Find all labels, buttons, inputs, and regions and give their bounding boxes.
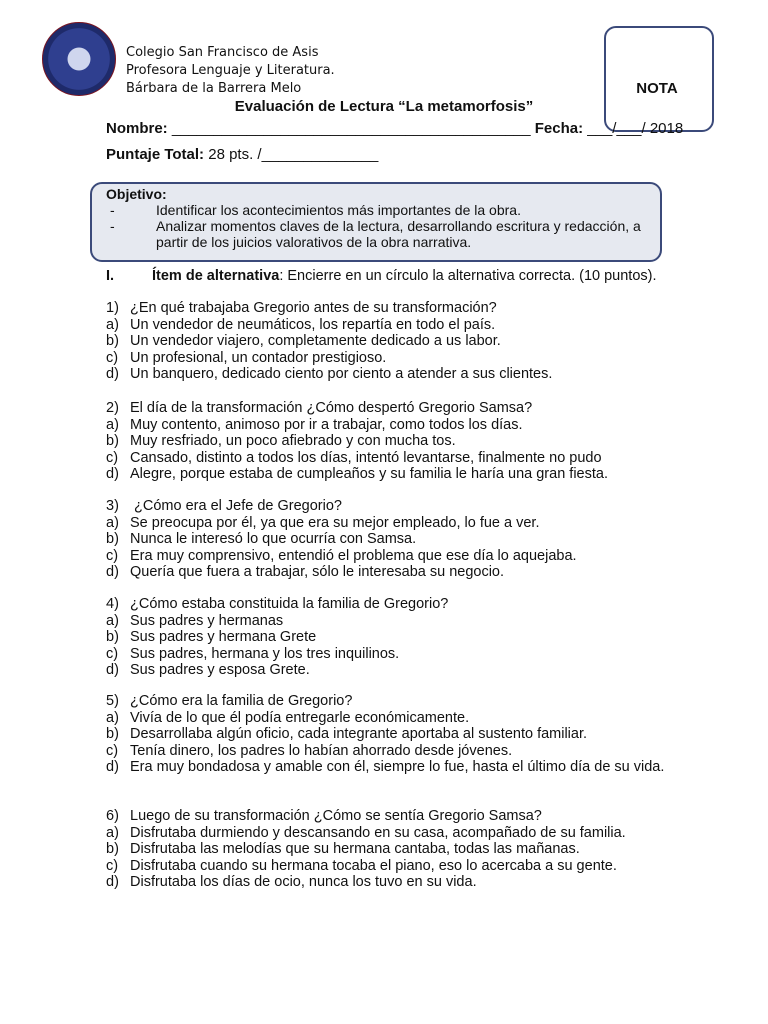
objective-text: Analizar momentos claves de la lectura, desarrollando escritura y redacción, a partir de los juicios valorativos de la obra narrativa.	[156, 218, 641, 250]
answer-option[interactable]	[106, 317, 666, 334]
option-text: Se preocupa por él, ya que era su mejor empleado, lo fue a ver.	[130, 514, 540, 531]
option-text: Un vendedor de neumáticos, los repartía en todo el país.	[130, 316, 496, 333]
page-title: Evaluación de Lectura “La metamorfosis”	[234, 98, 534, 115]
teacher-name: Bárbara de la Barrera Melo	[126, 81, 302, 96]
option-key: c)	[106, 857, 119, 874]
puntaje-label: Puntaje Total:	[106, 146, 205, 163]
question-stem	[106, 808, 666, 825]
option-text: Disfrutaba cuando su hermana tocaba el piano, eso lo acercaba a su gente.	[130, 857, 617, 874]
school-logo	[42, 22, 116, 96]
answer-option[interactable]	[106, 662, 666, 679]
question-2	[106, 400, 666, 483]
option-text: Era muy comprensivo, entendió el problema que ese día lo aquejaba.	[130, 547, 577, 564]
option-key: d)	[106, 759, 119, 776]
section-instruction: : Encierre en un círculo la alternativa correcta. (10 puntos).	[279, 268, 657, 284]
answer-option[interactable]	[106, 710, 666, 727]
objective-dash: -	[110, 202, 115, 218]
option-key: d)	[106, 466, 119, 483]
option-key: c)	[106, 742, 119, 759]
question-stem	[106, 498, 666, 515]
question-text: ¿Cómo estaba constituida la familia de Gregorio?	[130, 596, 449, 612]
section-number: I.	[106, 268, 115, 284]
answer-option[interactable]	[106, 433, 666, 450]
answer-option[interactable]	[106, 646, 666, 663]
answer-option[interactable]	[106, 333, 666, 350]
fecha-value: ___/___/ 2018	[587, 120, 684, 137]
answer-option[interactable]	[106, 858, 666, 875]
score-line	[106, 146, 378, 163]
objective	[106, 186, 646, 250]
section-heading	[106, 268, 746, 284]
option-key: a)	[106, 316, 119, 333]
option-key: b)	[106, 726, 119, 743]
answer-option[interactable]	[106, 726, 666, 743]
objective-item	[106, 202, 646, 218]
section-title: Ítem de alternativa	[152, 268, 280, 284]
answer-option[interactable]	[106, 450, 666, 467]
question-stem	[106, 693, 666, 710]
objective-text: Identificar los acontecimientos más importantes de la obra.	[156, 202, 521, 218]
option-text: Disfrutaba los días de ocio, nunca los tuvo en su vida.	[130, 874, 477, 891]
puntaje-value: 28 pts. /______________	[208, 146, 379, 163]
option-text: Quería que fuera a trabajar, sólo le interesaba su negocio.	[130, 564, 505, 581]
question-number: 1)	[106, 300, 119, 316]
question-text: ¿En qué trabajaba Gregorio antes de su transformación?	[130, 300, 497, 316]
option-key: b)	[106, 841, 119, 858]
option-key: a)	[106, 416, 119, 433]
question-number: 4)	[106, 596, 119, 612]
option-text: Alegre, porque estaba de cumpleaños y su familia le haría una gran fiesta.	[130, 466, 608, 483]
question-1	[106, 300, 666, 383]
option-key: c)	[106, 547, 119, 564]
option-text: Sus padres, hermana y los tres inquilinos.	[130, 645, 400, 662]
option-key: c)	[106, 645, 119, 662]
question-6	[106, 808, 666, 891]
name-date-line	[106, 120, 683, 137]
option-key: b)	[106, 433, 119, 450]
question-text: El día de la transformación ¿Cómo despertó Gregorio Samsa?	[130, 400, 533, 416]
question-number: 6)	[106, 808, 119, 824]
option-key: b)	[106, 333, 119, 350]
option-text: Un profesional, un contador prestigioso.	[130, 349, 387, 366]
option-text: Tenía dinero, los padres lo habían ahorrado desde jóvenes.	[130, 742, 513, 759]
answer-option[interactable]	[106, 548, 666, 565]
option-key: d)	[106, 366, 119, 383]
option-key: a)	[106, 514, 119, 531]
option-text: Muy resfriado, un poco afiebrado y con mucha tos.	[130, 433, 456, 450]
option-text: Vivía de lo que él podía entregarle económicamente.	[130, 709, 470, 726]
grade-label: NOTA	[636, 80, 678, 97]
question-stem	[106, 300, 666, 317]
answer-option[interactable]	[106, 515, 666, 532]
option-text: Sus padres y hermana Grete	[130, 629, 317, 646]
answer-option[interactable]	[106, 466, 666, 483]
answer-option[interactable]	[106, 366, 666, 383]
option-text: Un banquero, dedicado ciento por ciento a atender a sus clientes.	[130, 366, 553, 383]
option-key: d)	[106, 564, 119, 581]
option-key: a)	[106, 709, 119, 726]
option-text: Cansado, distinto a todos los días, intentó levantarse, finalmente no pudo	[130, 449, 602, 466]
option-text: Sus padres y hermanas	[130, 612, 284, 629]
answer-option[interactable]	[106, 841, 666, 858]
question-3	[106, 498, 666, 581]
option-key: b)	[106, 629, 119, 646]
option-text: Disfrutaba durmiendo y descansando en su casa, acompañado de su familia.	[130, 824, 626, 841]
objective-dash: -	[110, 218, 115, 234]
answer-option[interactable]	[106, 417, 666, 434]
option-text: Nunca le interesó lo que ocurría con Samsa.	[130, 531, 417, 548]
answer-option[interactable]	[106, 874, 666, 891]
option-key: a)	[106, 612, 119, 629]
question-text: ¿Cómo era el Jefe de Gregorio?	[130, 498, 342, 514]
option-text: Sus padres y esposa Grete.	[130, 662, 310, 679]
answer-option[interactable]	[106, 350, 666, 367]
answer-option[interactable]	[106, 629, 666, 646]
answer-option[interactable]	[106, 743, 666, 760]
question-text: Luego de su transformación ¿Cómo se sentía Gregorio Samsa?	[130, 808, 542, 824]
question-4	[106, 596, 666, 679]
option-text: Un vendedor viajero, completamente dedicado a us labor.	[130, 333, 501, 350]
question-text: ¿Cómo era la familia de Gregorio?	[130, 693, 353, 709]
teacher-subject: Profesora Lenguaje y Literatura.	[126, 63, 335, 78]
option-key: a)	[106, 824, 119, 841]
nombre-label: Nombre:	[106, 120, 168, 137]
nombre-blank: ___________________________________________	[171, 120, 531, 137]
grade-box	[604, 26, 714, 132]
answer-option[interactable]	[106, 825, 666, 842]
question-number: 3)	[106, 498, 119, 514]
question-stem	[106, 596, 666, 613]
answer-option[interactable]	[106, 564, 666, 581]
option-text: Muy contento, animoso por ir a trabajar, como todos los días.	[130, 416, 523, 433]
option-key: b)	[106, 531, 119, 548]
option-key: d)	[106, 662, 119, 679]
answer-option[interactable]	[106, 759, 666, 776]
option-text: Desarrollaba algún oficio, cada integrante aportaba al sustento familiar.	[130, 726, 588, 743]
option-key: d)	[106, 874, 119, 891]
option-text: Era muy bondadosa y amable con él, siempre lo fue, hasta el último día de su vida.	[130, 759, 665, 776]
option-key: c)	[106, 349, 119, 366]
option-key: c)	[106, 449, 119, 466]
school-info	[126, 44, 335, 98]
answer-option[interactable]	[106, 613, 666, 630]
question-number: 2)	[106, 400, 119, 416]
question-5	[106, 693, 666, 776]
question-number: 5)	[106, 693, 119, 709]
fecha-label: Fecha:	[534, 120, 584, 137]
objective-item	[106, 218, 646, 250]
question-stem	[106, 400, 666, 417]
objective-label: Objetivo:	[106, 186, 167, 202]
school-name: Colegio San Francisco de Asis	[126, 45, 319, 60]
answer-option[interactable]	[106, 531, 666, 548]
option-text: Disfrutaba las melodías que su hermana cantaba, todas las mañanas.	[130, 841, 580, 858]
